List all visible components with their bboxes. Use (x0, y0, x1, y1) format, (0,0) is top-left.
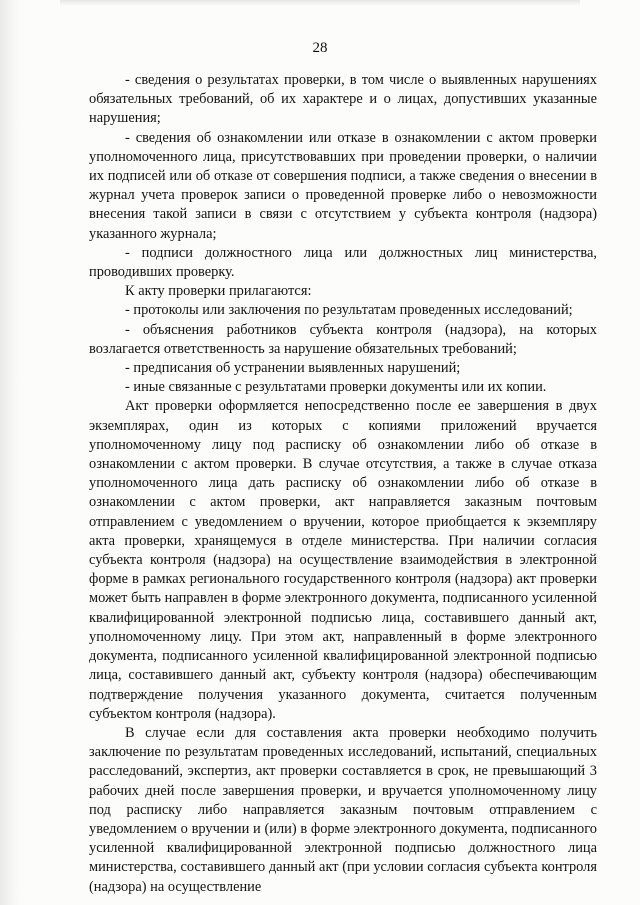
scan-left-edge (0, 0, 22, 905)
scan-top-edge (60, 0, 580, 6)
paragraph: - иные связанные с результатами проверки документы или их копии. (125, 379, 547, 396)
paragraph: - сведения об ознакомлении или отказе в ознакомлении с актом проверки уполномоченного лица, присутствовавших при проведении проверки, о наличии их подписей или об отказе от совершения подписи, а также сведения о внесении в журнал учета проверок записи о проведенной проверке либо о невозможности внесения такой записи в связи с отсутствием у субъекта контроля (надзора) указанного журнала; (89, 129, 597, 242)
page-number: 28 (312, 40, 328, 56)
paragraph: - подписи должностного лица или должностных лиц министерства, проводивших проверку. (89, 244, 597, 281)
paragraph: - протоколы или заключения по результатам проведенных исследований; (125, 302, 573, 319)
paragraph: - предписания об устранении выявленных нарушений; (125, 360, 461, 377)
document-body (89, 71, 597, 897)
paragraph: - объяснения работников субъекта контроля (надзора), на которых возлагается ответственность за нарушение обязательных требований; (89, 321, 597, 357)
paragraph: - сведения о результатах проверки, в том числе о выявленных нарушениях обязательных требований, об их характере и о лицах, допустивших указанные нарушения; (89, 72, 597, 127)
paragraph: Акт проверки оформляется непосредственно после ее завершения в двух экземплярах, один из которых с копиями приложений вручается уполномоченному лицу под расписку об ознакомлении либо об отказе в ознакомлении с актом проверки. В случае отсутствия, а также в случае отказа уполномоченного лица дать расписку об ознакомлении либо об отказе в ознакомлении с актом проверки, акт направляется заказным почтовым отправлением с уведомлением о вручении, которое приобщается к экземпляру акта проверки, хранящемуся в отделе министерства. При наличии согласия субъекта контроля (надзора) на осуществление взаимодействия в электронной форме в рамках регионального государственного контроля (надзора) акт проверки может быть направлен в форме электронного документа, подписанного усиленной квалифицированной электронной подписью лица, составившего данный акт, уполномоченному лицу. При этом акт, направленный в форме электронного документа, подписанного усиленной квалифицированной электронной подписью лица, составившего данный акт, субъекту контроля (надзора) обеспечивающим подтверждение получения указанного документа, считается полученным субъектом контроля (надзора). (89, 398, 597, 722)
paragraph: В случае если для составления акта проверки необходимо получить заключение по результатам проведенных исследований, испытаний, специальных расследований, экспертиз, акт проверки составляется в срок, не превышающий 3 рабочих дней после завершения проверки, и вручается уполномоченному лицу под расписку либо направляется заказным почтовым отправлением с уведомлением о вручении и (или) в форме электронного документа, подписанного усиленной квалифицированной электронной подписью должностного лица министерства, составившего данный акт (при условии согласия субъекта контроля (надзора) на осуществление (89, 724, 597, 895)
paragraph: К акту проверки прилагаются: (125, 283, 312, 300)
